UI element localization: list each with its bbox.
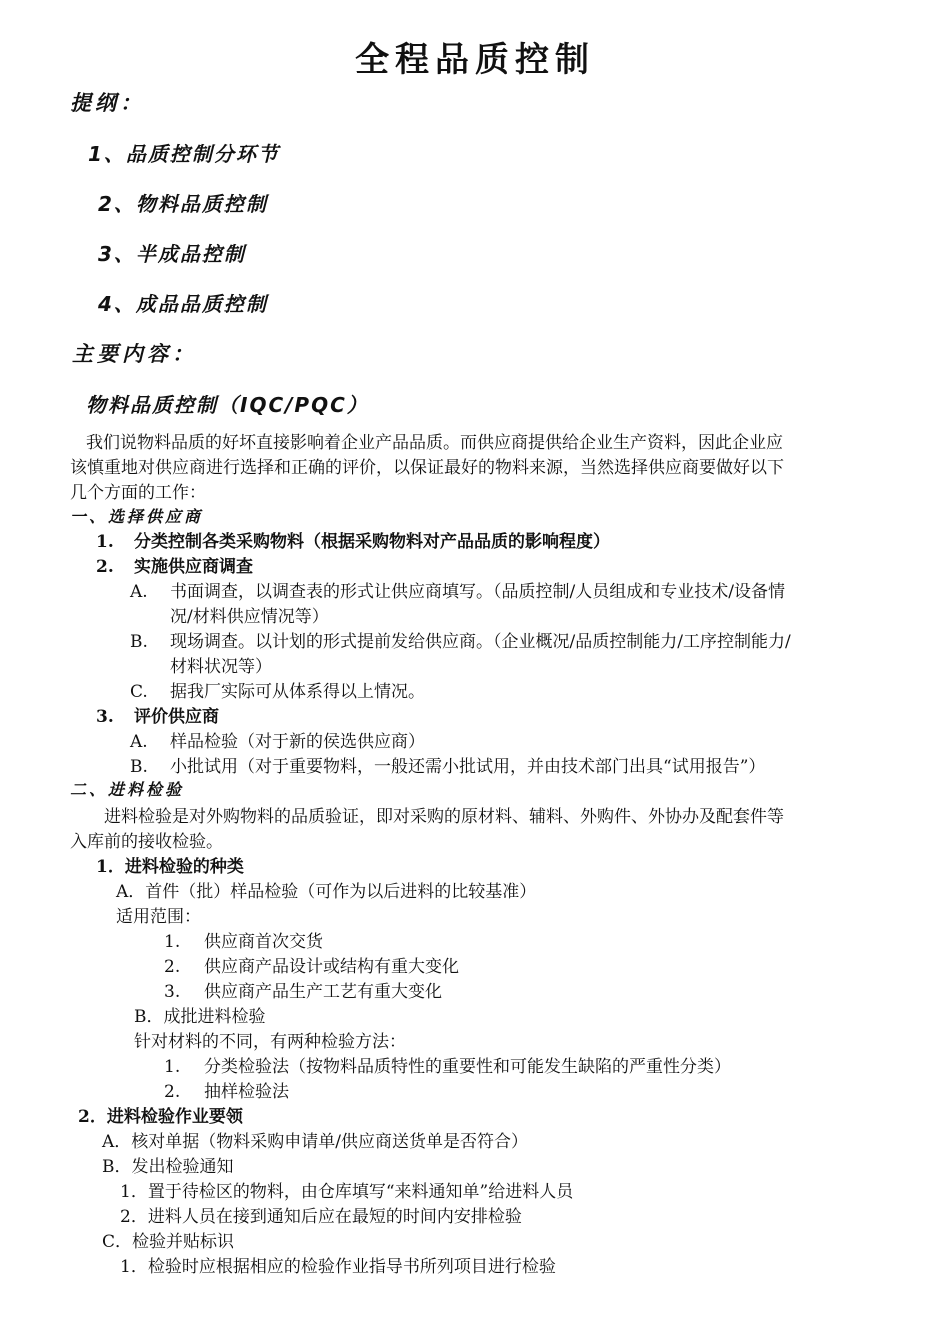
paragraph-line: 针对材料的不同，有两种检验方法： [134,1032,406,1052]
list-text: 据我厂实际可从体系得以上情况。 [170,682,425,702]
list-text: 样品检验（对于新的侯选供应商） [170,732,425,752]
list-item [130,731,425,753]
list-text: 供应商首次交货 [204,932,323,952]
paragraph-line: 1．置于待检区的物料，由仓库填写“来料通知单”给进料人员 [120,1182,574,1202]
main-content-label: 主要内容： [72,342,197,366]
list-number: B. [130,632,148,652]
page-title: 全程品质控制 [355,40,595,80]
list-number: 2. [96,557,114,577]
list-number: 2. [164,957,181,977]
list-text: 供应商产品生产工艺有重大变化 [204,982,442,1002]
outline-item: 3、半成品控制 [98,242,246,266]
paragraph-line: B．成批进料检验 [134,1007,266,1027]
paragraph-line: B．发出检验通知 [102,1157,234,1177]
intro-paragraph-line: 该慎重地对供应商进行选择和正确的评价，以保证最好的物料来源，当然选择供应商要做好以下 [70,458,784,478]
outline-item: 4、成品品质控制 [98,292,268,316]
list-number: A. [130,732,148,752]
list-item [164,956,459,978]
paragraph-line: A．核对单据（物料采购申请单/供应商送货单是否符合） [102,1132,529,1152]
list-item [164,981,442,1003]
section-subtitle: 物料品质控制（IQC/PQC） [86,393,369,417]
list-item [130,631,791,653]
list-item [130,581,785,603]
intro-paragraph-line: 我们说物料品质的好坏直接影响着企业产品品质。而供应商提供给企业生产资料，因此企业应 [86,433,783,453]
list-number: 1. [96,532,114,552]
list-text: 现场调查。以计划的形式提前发给供应商。（企业概况/品质控制能力/工序控制能力/ [170,632,791,652]
paragraph-line: 入库前的接收检验。 [70,832,223,852]
list-item [164,1056,731,1078]
list-item [164,931,323,953]
list-text: 书面调查，以调查表的形式让供应商填写。（品质控制/人员组成和专业技术/设备情 [170,582,785,602]
paragraph-line: A．首件（批）样品检验（可作为以后进料的比较基准） [116,882,537,902]
list-number: 3. [164,982,181,1002]
paragraph-line: 适用范围： [116,907,201,927]
list-text: 实施供应商调查 [134,557,253,577]
list-text: 评价供应商 [134,707,219,727]
list-number: 1. [164,1057,181,1077]
subheading: 2．进料检验作业要领 [78,1107,243,1127]
paragraph-line: 进料检验是对外购物料的品质验证，即对采购的原材料、辅料、外购件、外协办及配套件等 [104,807,784,827]
list-number: C. [130,682,148,702]
list-number: 3. [96,707,114,727]
list-text: 小批试用（对于重要物料，一般还需小批试用，并由技术部门出具“试用报告”） [170,757,766,777]
paragraph-line: 1．检验时应根据相应的检验作业指导书所列项目进行检验 [120,1257,556,1277]
list-number: 2. [164,1082,181,1102]
list-item [130,756,765,778]
outline-item: 2、物料品质控制 [98,192,268,216]
list-number: B. [130,757,148,777]
list-item [96,556,253,578]
list-text-continued: 况/材料供应情况等） [170,607,329,627]
list-text: 供应商产品设计或结构有重大变化 [204,957,459,977]
list-item [130,681,425,703]
paragraph-line: 2．进料人员在接到通知后应在最短的时间内安排检验 [120,1207,522,1227]
list-item [96,531,610,553]
outline-item: 1、品质控制分环节 [88,142,280,166]
list-text: 分类控制各类采购物料（根据采购物料对产品品质的影响程度） [134,532,610,552]
section-heading-incoming-inspection: 二、进料检验 [70,780,185,799]
list-text: 抽样检验法 [204,1082,289,1102]
list-number: 1. [164,932,181,952]
section-heading-select-supplier: 一、选择供应商 [70,507,204,526]
paragraph-line: C．检验并贴标识 [102,1232,235,1252]
list-text-continued: 材料状况等） [170,657,272,677]
outline-label: 提纲： [70,91,145,115]
list-text: 分类检验法（按物料品质特性的重要性和可能发生缺陷的严重性分类） [204,1057,731,1077]
list-item [164,1081,289,1103]
intro-paragraph-line: 几个方面的工作： [70,483,206,503]
subheading: 1．进料检验的种类 [96,857,244,877]
list-item [96,706,219,728]
list-number: A. [130,582,148,602]
